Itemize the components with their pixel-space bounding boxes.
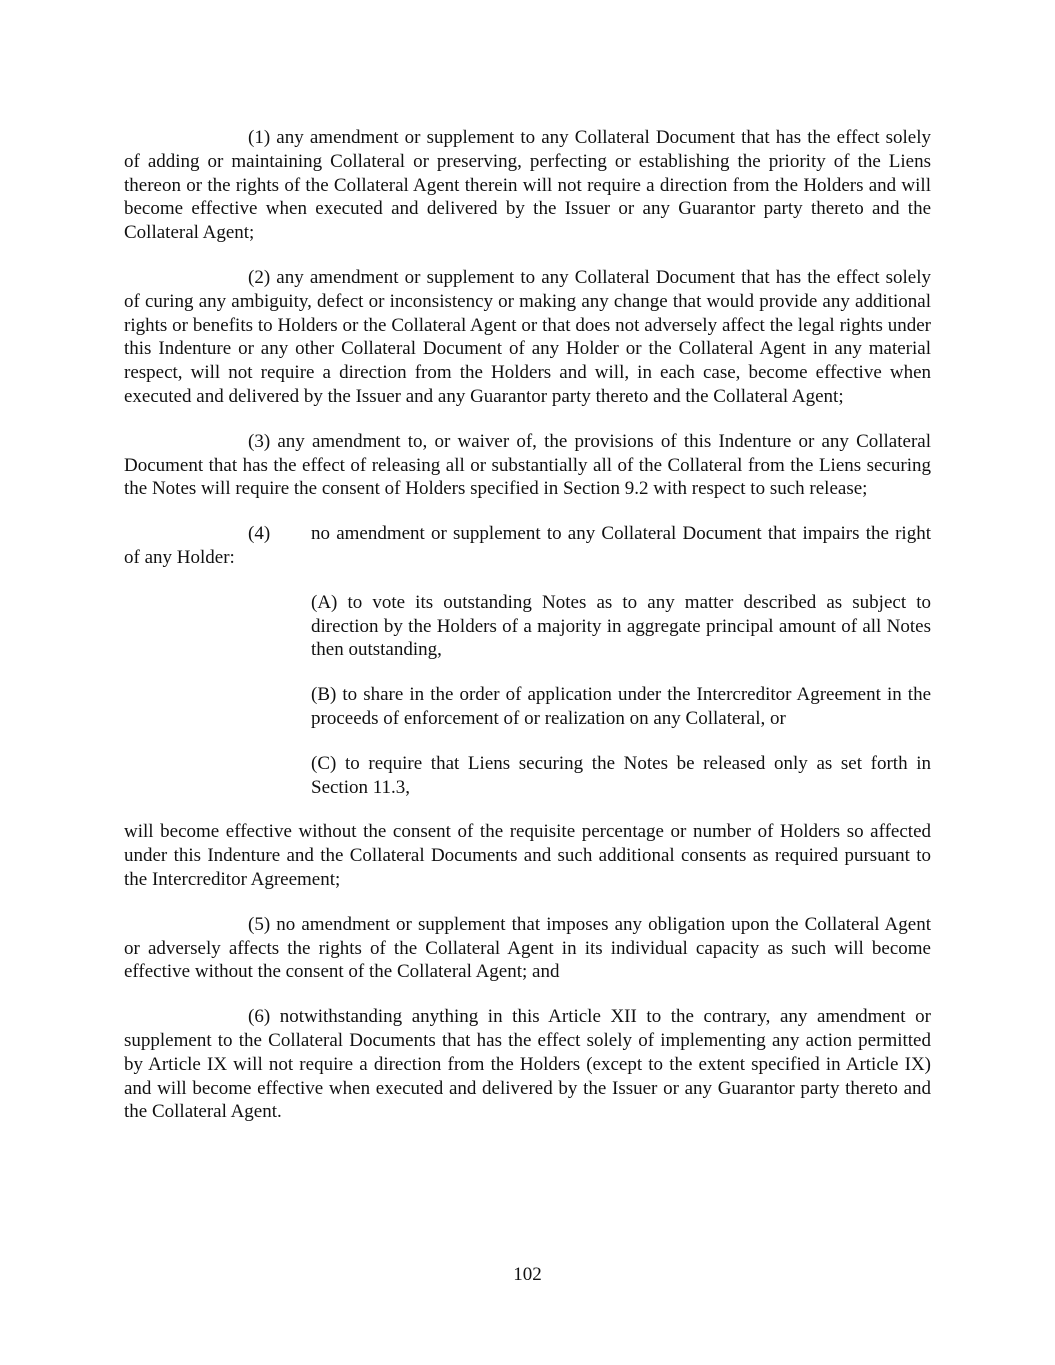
paragraph-4-text: no amendment or supplement to any Collateral Document that impairs the right of any Holder: <box>124 523 931 568</box>
paragraph-5: (5) no amendment or supplement that imposes any obligation upon the Collateral Agent or adversely affects the rights of the Collateral Agent in its individual capacity as such will become effective without the consent of the Collateral Agent; and <box>124 913 931 983</box>
paragraph-4 <box>124 522 931 570</box>
paragraph-3: (3) any amendment to, or waiver of, the provisions of this Indenture or any Collateral Document that has the effect of releasing all or substantially all of the Collateral from the Liens securing the Notes will require the consent of Holders specified in Section 9.2 with respect to such release; <box>124 430 931 500</box>
paragraph-1: (1) any amendment or supplement to any Collateral Document that has the effect solely of adding or maintaining Collateral or preserving, perfecting or establishing the priority of the Liens thereon or the rights of the Collateral Agent therein will not require a direction from the Holders and will become effective when executed and delivered by the Issuer or any Guarantor party thereto and the Collateral Agent; <box>124 127 931 244</box>
paragraph-4-tail: will become effective without the consent of the requisite percentage or number of Holders so affected under this Indenture and the Collateral Documents and such additional consents as required pursuant to the Intercreditor Agreement; <box>124 821 931 890</box>
sub-item-a: (A) to vote its outstanding Notes as to any matter described as subject to direction by the Holders of a majority in aggregate principal amount of all Notes then outstanding, <box>311 591 931 661</box>
paragraph-6: (6) notwithstanding anything in this Article XII to the contrary, any amendment or supplement to the Collateral Documents that has the effect solely of implementing any action permitted by Article IX will not require a direction from the Holders (except to the extent specified in Article IX) and will become effective when executed and delivered by the Issuer or any Guarantor party thereto and the Collateral Agent. <box>124 1006 931 1123</box>
document-body <box>124 126 931 1145</box>
sub-item-b: (B) to share in the order of application under the Intercreditor Agreement in the proceeds of enforcement of or realization on any Collateral, or <box>311 684 931 729</box>
paragraph-2: (2) any amendment or supplement to any Collateral Document that has the effect solely of curing any ambiguity, defect or inconsistency or making any change that would provide any additional rights or benefits to Holders or the Collateral Agent or that does not adversely affect the legal rights under this Indenture or any other Collateral Document of any Holder or the Collateral Agent in any material respect, will not require a direction from the Holders and will, in each case, become effective when executed and delivered by the Issuer and any Guarantor party thereto and the Collateral Agent; <box>124 266 931 407</box>
paragraph-4-number: (4) <box>248 523 271 545</box>
page-number: 102 <box>513 1264 542 1285</box>
sub-item-c: (C) to require that Liens securing the Notes be released only as set forth in Section 11.3, <box>311 752 931 798</box>
